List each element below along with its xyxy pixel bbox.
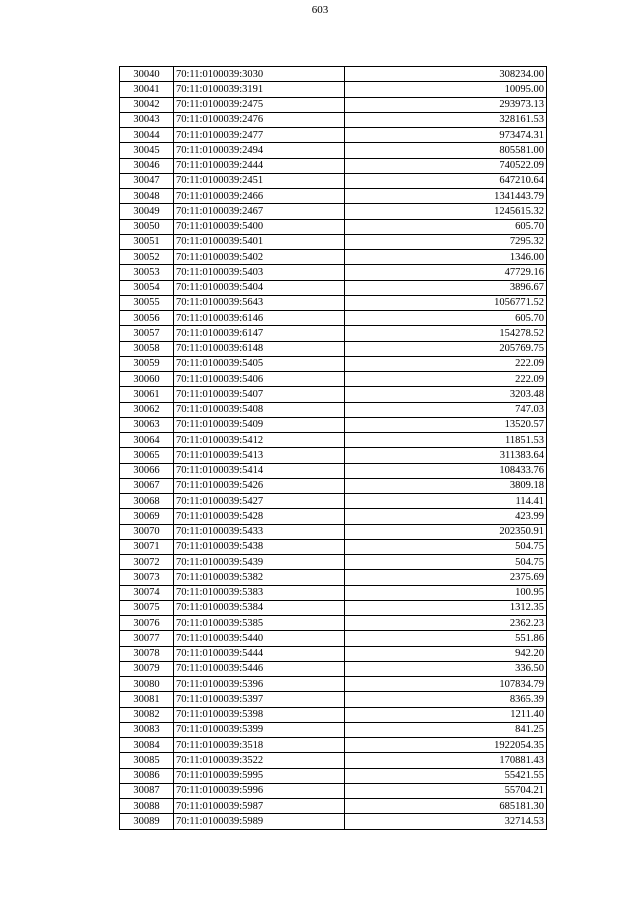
row-number-cell: 30067 xyxy=(120,478,174,493)
row-number-cell: 30073 xyxy=(120,570,174,585)
table-row xyxy=(120,311,547,326)
table-row xyxy=(120,768,547,783)
row-number-cell: 30084 xyxy=(120,738,174,753)
row-number-cell: 30062 xyxy=(120,402,174,417)
value-cell: 222.09 xyxy=(345,372,547,387)
cadastral-number-cell: 70:11:0100039:5404 xyxy=(174,280,345,295)
table-row xyxy=(120,585,547,600)
table-row xyxy=(120,570,547,585)
table-row xyxy=(120,448,547,463)
value-cell: 605.70 xyxy=(345,219,547,234)
table-row xyxy=(120,463,547,478)
table-row xyxy=(120,494,547,509)
cadastral-number-cell: 70:11:0100039:5396 xyxy=(174,677,345,692)
row-number-cell: 30059 xyxy=(120,356,174,371)
cadastral-number-cell: 70:11:0100039:5439 xyxy=(174,555,345,570)
table-row xyxy=(120,555,547,570)
value-cell: 336.50 xyxy=(345,661,547,676)
table-row xyxy=(120,173,547,188)
value-cell: 8365.39 xyxy=(345,692,547,707)
value-cell: 1312.35 xyxy=(345,600,547,615)
value-cell: 841.25 xyxy=(345,722,547,737)
value-cell: 3896.67 xyxy=(345,280,547,295)
row-number-cell: 30079 xyxy=(120,661,174,676)
cadastral-number-cell: 70:11:0100039:3518 xyxy=(174,738,345,753)
cadastral-number-cell: 70:11:0100039:2494 xyxy=(174,143,345,158)
value-cell: 308234.00 xyxy=(345,67,547,82)
table-row xyxy=(120,234,547,249)
value-cell: 293973.13 xyxy=(345,97,547,112)
row-number-cell: 30080 xyxy=(120,677,174,692)
row-number-cell: 30074 xyxy=(120,585,174,600)
cadastral-number-cell: 70:11:0100039:5412 xyxy=(174,433,345,448)
cadastral-number-cell: 70:11:0100039:3522 xyxy=(174,753,345,768)
cadastral-number-cell: 70:11:0100039:5406 xyxy=(174,372,345,387)
cadastral-number-cell: 70:11:0100039:5403 xyxy=(174,265,345,280)
row-number-cell: 30042 xyxy=(120,97,174,112)
table-row xyxy=(120,326,547,341)
row-number-cell: 30082 xyxy=(120,707,174,722)
row-number-cell: 30057 xyxy=(120,326,174,341)
row-number-cell: 30046 xyxy=(120,158,174,173)
cadastral-number-cell: 70:11:0100039:5401 xyxy=(174,234,345,249)
cadastral-number-cell: 70:11:0100039:5433 xyxy=(174,524,345,539)
table-row xyxy=(120,707,547,722)
value-cell: 1056771.52 xyxy=(345,295,547,310)
cadastral-number-cell: 70:11:0100039:3030 xyxy=(174,67,345,82)
cadastral-number-cell: 70:11:0100039:5398 xyxy=(174,707,345,722)
row-number-cell: 30070 xyxy=(120,524,174,539)
value-cell: 10095.00 xyxy=(345,82,547,97)
cadastral-number-cell: 70:11:0100039:5407 xyxy=(174,387,345,402)
table-row xyxy=(120,189,547,204)
value-cell: 108433.76 xyxy=(345,463,547,478)
value-cell: 605.70 xyxy=(345,311,547,326)
cadastral-number-cell: 70:11:0100039:3191 xyxy=(174,82,345,97)
cadastral-number-cell: 70:11:0100039:2466 xyxy=(174,189,345,204)
cadastral-number-cell: 70:11:0100039:5440 xyxy=(174,631,345,646)
row-number-cell: 30058 xyxy=(120,341,174,356)
value-cell: 1245615.32 xyxy=(345,204,547,219)
value-cell: 1922054.35 xyxy=(345,738,547,753)
cadastral-number-cell: 70:11:0100039:5408 xyxy=(174,402,345,417)
table-row xyxy=(120,295,547,310)
cadastral-number-cell: 70:11:0100039:5426 xyxy=(174,478,345,493)
row-number-cell: 30043 xyxy=(120,112,174,127)
row-number-cell: 30063 xyxy=(120,417,174,432)
row-number-cell: 30052 xyxy=(120,250,174,265)
table-row xyxy=(120,402,547,417)
value-cell: 973474.31 xyxy=(345,128,547,143)
row-number-cell: 30088 xyxy=(120,799,174,814)
row-number-cell: 30049 xyxy=(120,204,174,219)
cadastral-number-cell: 70:11:0100039:5446 xyxy=(174,661,345,676)
row-number-cell: 30076 xyxy=(120,616,174,631)
table-row xyxy=(120,250,547,265)
value-cell: 423.99 xyxy=(345,509,547,524)
value-cell: 7295.32 xyxy=(345,234,547,249)
value-cell: 32714.53 xyxy=(345,814,547,829)
cadastral-number-cell: 70:11:0100039:5382 xyxy=(174,570,345,585)
row-number-cell: 30050 xyxy=(120,219,174,234)
cadastral-number-cell: 70:11:0100039:5402 xyxy=(174,250,345,265)
row-number-cell: 30087 xyxy=(120,783,174,798)
cadastral-number-cell: 70:11:0100039:2444 xyxy=(174,158,345,173)
table-row xyxy=(120,799,547,814)
table-row xyxy=(120,341,547,356)
row-number-cell: 30085 xyxy=(120,753,174,768)
cadastral-number-cell: 70:11:0100039:5405 xyxy=(174,356,345,371)
value-cell: 11851.53 xyxy=(345,433,547,448)
row-number-cell: 30053 xyxy=(120,265,174,280)
cadastral-number-cell: 70:11:0100039:5397 xyxy=(174,692,345,707)
row-number-cell: 30045 xyxy=(120,143,174,158)
cadastral-number-cell: 70:11:0100039:5995 xyxy=(174,768,345,783)
value-cell: 47729.16 xyxy=(345,265,547,280)
row-number-cell: 30078 xyxy=(120,646,174,661)
row-number-cell: 30040 xyxy=(120,67,174,82)
table-row xyxy=(120,722,547,737)
cadastral-number-cell: 70:11:0100039:5400 xyxy=(174,219,345,234)
cadastral-number-cell: 70:11:0100039:5989 xyxy=(174,814,345,829)
table-row xyxy=(120,814,547,829)
table-row xyxy=(120,219,547,234)
cadastral-number-cell: 70:11:0100039:5428 xyxy=(174,509,345,524)
value-cell: 2362.23 xyxy=(345,616,547,631)
row-number-cell: 30071 xyxy=(120,539,174,554)
row-number-cell: 30061 xyxy=(120,387,174,402)
table-row xyxy=(120,112,547,127)
row-number-cell: 30077 xyxy=(120,631,174,646)
value-cell: 1346.00 xyxy=(345,250,547,265)
value-cell: 685181.30 xyxy=(345,799,547,814)
value-cell: 107834.79 xyxy=(345,677,547,692)
cadastral-number-cell: 70:11:0100039:5383 xyxy=(174,585,345,600)
value-cell: 311383.64 xyxy=(345,448,547,463)
table-row xyxy=(120,158,547,173)
value-cell: 647210.64 xyxy=(345,173,547,188)
row-number-cell: 30060 xyxy=(120,372,174,387)
value-cell: 100.95 xyxy=(345,585,547,600)
value-cell: 942.20 xyxy=(345,646,547,661)
value-cell: 1341443.79 xyxy=(345,189,547,204)
table-row xyxy=(120,128,547,143)
value-cell: 805581.00 xyxy=(345,143,547,158)
cadastral-number-cell: 70:11:0100039:5409 xyxy=(174,417,345,432)
cadastral-number-cell: 70:11:0100039:2467 xyxy=(174,204,345,219)
value-cell: 55421.55 xyxy=(345,768,547,783)
value-cell: 205769.75 xyxy=(345,341,547,356)
table-row xyxy=(120,143,547,158)
value-cell: 2375.69 xyxy=(345,570,547,585)
row-number-cell: 30075 xyxy=(120,600,174,615)
cadastral-number-cell: 70:11:0100039:5438 xyxy=(174,539,345,554)
cadastral-number-cell: 70:11:0100039:5414 xyxy=(174,463,345,478)
value-cell: 3809.18 xyxy=(345,478,547,493)
page-number: 603 xyxy=(311,4,329,16)
cadastral-number-cell: 70:11:0100039:2477 xyxy=(174,128,345,143)
table-row xyxy=(120,356,547,371)
table-row xyxy=(120,539,547,554)
table-row xyxy=(120,753,547,768)
row-number-cell: 30048 xyxy=(120,189,174,204)
table-row xyxy=(120,97,547,112)
cadastral-number-cell: 70:11:0100039:5987 xyxy=(174,799,345,814)
cadastral-number-cell: 70:11:0100039:5385 xyxy=(174,616,345,631)
cadastral-number-cell: 70:11:0100039:5444 xyxy=(174,646,345,661)
value-cell: 114.41 xyxy=(345,494,547,509)
table-row xyxy=(120,67,547,82)
cadastral-number-cell: 70:11:0100039:5427 xyxy=(174,494,345,509)
table-row xyxy=(120,738,547,753)
table-row xyxy=(120,631,547,646)
table-row xyxy=(120,280,547,295)
table-row xyxy=(120,524,547,539)
value-cell: 13520.57 xyxy=(345,417,547,432)
row-number-cell: 30055 xyxy=(120,295,174,310)
value-cell: 3203.48 xyxy=(345,387,547,402)
cadastral-number-cell: 70:11:0100039:6148 xyxy=(174,341,345,356)
table-row xyxy=(120,661,547,676)
row-number-cell: 30044 xyxy=(120,128,174,143)
cadastral-number-cell: 70:11:0100039:2476 xyxy=(174,112,345,127)
value-cell: 1211.40 xyxy=(345,707,547,722)
row-number-cell: 30041 xyxy=(120,82,174,97)
value-cell: 504.75 xyxy=(345,555,547,570)
row-number-cell: 30056 xyxy=(120,311,174,326)
table-row xyxy=(120,478,547,493)
value-cell: 154278.52 xyxy=(345,326,547,341)
row-number-cell: 30086 xyxy=(120,768,174,783)
value-cell: 740522.09 xyxy=(345,158,547,173)
cadastral-number-cell: 70:11:0100039:5399 xyxy=(174,722,345,737)
row-number-cell: 30051 xyxy=(120,234,174,249)
row-number-cell: 30089 xyxy=(120,814,174,829)
cadastral-number-cell: 70:11:0100039:2451 xyxy=(174,173,345,188)
cadastral-number-cell: 70:11:0100039:2475 xyxy=(174,97,345,112)
cadastral-number-cell: 70:11:0100039:6147 xyxy=(174,326,345,341)
row-number-cell: 30047 xyxy=(120,173,174,188)
table-row xyxy=(120,372,547,387)
table-row xyxy=(120,387,547,402)
table-row xyxy=(120,646,547,661)
value-cell: 504.75 xyxy=(345,539,547,554)
cadastral-number-cell: 70:11:0100039:5643 xyxy=(174,295,345,310)
value-cell: 551.86 xyxy=(345,631,547,646)
value-cell: 222.09 xyxy=(345,356,547,371)
table-row xyxy=(120,265,547,280)
table-row xyxy=(120,417,547,432)
table-row xyxy=(120,600,547,615)
table-row xyxy=(120,509,547,524)
table-row xyxy=(120,433,547,448)
table-row xyxy=(120,82,547,97)
row-number-cell: 30065 xyxy=(120,448,174,463)
value-cell: 202350.91 xyxy=(345,524,547,539)
table-row xyxy=(120,783,547,798)
row-number-cell: 30068 xyxy=(120,494,174,509)
table-row xyxy=(120,677,547,692)
table-row xyxy=(120,616,547,631)
row-number-cell: 30064 xyxy=(120,433,174,448)
row-number-cell: 30054 xyxy=(120,280,174,295)
cadastral-number-cell: 70:11:0100039:5413 xyxy=(174,448,345,463)
row-number-cell: 30072 xyxy=(120,555,174,570)
table-row xyxy=(120,204,547,219)
value-cell: 170881.43 xyxy=(345,753,547,768)
row-number-cell: 30069 xyxy=(120,509,174,524)
value-cell: 55704.21 xyxy=(345,783,547,798)
value-cell: 747.03 xyxy=(345,402,547,417)
cadastral-number-cell: 70:11:0100039:5384 xyxy=(174,600,345,615)
row-number-cell: 30081 xyxy=(120,692,174,707)
value-cell: 328161.53 xyxy=(345,112,547,127)
table-body xyxy=(120,67,547,830)
data-table xyxy=(119,66,547,830)
row-number-cell: 30083 xyxy=(120,722,174,737)
cadastral-number-cell: 70:11:0100039:5996 xyxy=(174,783,345,798)
table-row xyxy=(120,692,547,707)
cadastral-number-cell: 70:11:0100039:6146 xyxy=(174,311,345,326)
row-number-cell: 30066 xyxy=(120,463,174,478)
